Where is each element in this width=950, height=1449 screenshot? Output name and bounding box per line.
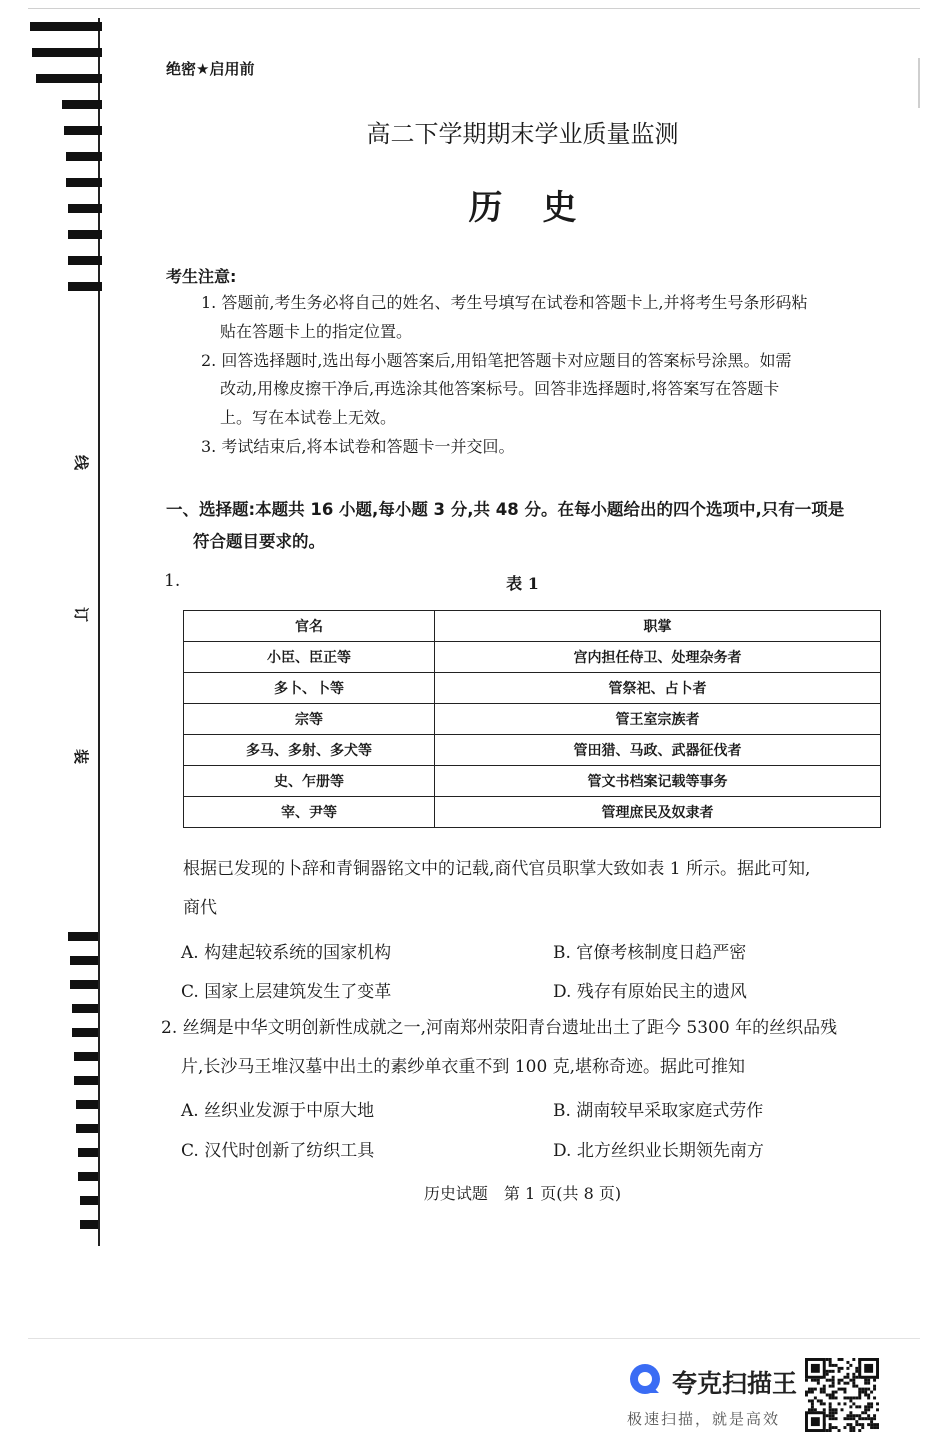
binding-bar	[62, 100, 102, 109]
section-heading-line-2: 符合题目要求的。	[193, 532, 325, 551]
binding-bar	[36, 74, 102, 83]
question-2-option-c: C. 汉代时创新了纺织工具	[181, 1141, 375, 1161]
quark-logo-icon	[628, 1362, 662, 1396]
question-2-stem-line-2: 片,长沙马王堆汉墓中出土的素纱单衣重不到 100 克,堪称奇迹。据此可推知	[181, 1057, 746, 1077]
table-cell-title: 小臣、臣正等	[184, 642, 435, 673]
binding-bar	[74, 1052, 98, 1061]
question-1-number: 1.	[164, 571, 181, 591]
question-2-option-d: D. 北方丝织业长期领先南方	[553, 1141, 764, 1161]
subject-title: 历史	[468, 188, 617, 228]
watermark-slogan: 极速扫描，就是高效	[627, 1410, 781, 1428]
table-header-row	[184, 611, 881, 642]
section-heading-line-1: 一、选择题:本题共 16 小题,每小题 3 分,共 48 分。在每小题给出的四个选项中,只有一项是	[166, 500, 845, 519]
question-1-stem-line-2: 商代	[183, 898, 217, 918]
question-2-option-a: A. 丝织业发源于中原大地	[181, 1101, 375, 1121]
margin-char-ding: 订	[72, 606, 91, 623]
notice-item-3-line-1: 3. 考试结束后,将本试卷和答题卡一并交回。	[201, 437, 515, 456]
table-row	[184, 766, 881, 797]
table-cell-title: 多马、多射、多犬等	[184, 735, 435, 766]
officials-table	[183, 610, 881, 828]
table-cell-duty: 管理庶民及奴隶者	[435, 797, 881, 828]
binding-bar	[80, 1220, 98, 1229]
table-row	[184, 642, 881, 673]
binding-bar	[76, 1124, 98, 1133]
notice-item-1-line-2: 贴在答题卡上的指定位置。	[220, 322, 413, 341]
binding-bar	[30, 22, 102, 31]
table-header-cell: 官名	[184, 611, 435, 642]
question-1-stem-line-1: 根据已发现的卜辞和青铜器铭文中的记载,商代官员职掌大致如表 1 所示。据此可知,	[183, 859, 811, 879]
question-1-option-d: D. 残存有原始民主的遗风	[553, 982, 747, 1002]
exam-title: 高二下学期期末学业质量监测	[366, 120, 679, 148]
margin-char-zhuang: 装	[72, 748, 91, 765]
table-cell-title: 多卜、卜等	[184, 673, 435, 704]
question-2-stem-line-1: 2. 丝绸是中华文明创新性成就之一,河南郑州荥阳青台遗址出土了距今 5300 年的丝织品残	[161, 1018, 838, 1038]
notice-item-2-line-2: 改动,用橡皮擦干净后,再选涂其他答案标号。回答非选择题时,将答案写在答题卡	[220, 379, 780, 398]
page-footer: 历史试题 第 1 页(共 8 页)	[423, 1184, 622, 1203]
qr-code-icon	[805, 1358, 879, 1432]
margin-char-xian: 线	[72, 454, 91, 471]
binding-bar	[78, 1148, 98, 1157]
scan-divider	[28, 1338, 920, 1339]
binding-bar	[32, 48, 102, 57]
binding-bar	[70, 956, 98, 965]
table-cell-title: 史、乍册等	[184, 766, 435, 797]
table-caption: 表 1	[506, 574, 539, 593]
binding-bar	[72, 1004, 98, 1013]
question-1-option-a: A. 构建起较系统的国家机构	[181, 943, 392, 963]
binding-bar	[76, 1100, 98, 1109]
binding-bar	[78, 1172, 98, 1181]
table-cell-duty: 管祭祀、占卜者	[435, 673, 881, 704]
table-cell-title: 宗等	[184, 704, 435, 735]
binding-bar	[68, 230, 102, 239]
table-row	[184, 735, 881, 766]
binding-bar	[66, 152, 102, 161]
table-cell-duty: 宫内担任侍卫、处理杂务者	[435, 642, 881, 673]
question-2-option-b: B. 湖南较早采取家庭式劳作	[553, 1101, 764, 1121]
binding-bar	[68, 256, 102, 265]
table-row	[184, 704, 881, 735]
secret-mark: 绝密★启用前	[166, 60, 255, 78]
binding-bar	[68, 932, 98, 941]
table-cell-title: 宰、尹等	[184, 797, 435, 828]
question-1-option-c: C. 国家上层建筑发生了变革	[181, 982, 392, 1002]
notice-item-2-line-3: 上。写在本试卷上无效。	[220, 408, 397, 427]
notice-heading: 考生注意:	[166, 267, 237, 286]
watermark-app-name: 夸克扫描王	[672, 1369, 798, 1398]
binding-bar	[72, 1028, 98, 1037]
right-edge-rule	[918, 58, 920, 108]
binding-bar	[70, 980, 98, 989]
question-1-option-b: B. 官僚考核制度日趋严密	[553, 943, 747, 963]
table-header-cell: 职掌	[435, 611, 881, 642]
table-cell-duty: 管文书档案记载等事务	[435, 766, 881, 797]
binding-bar	[68, 282, 102, 291]
table-cell-duty: 管田猎、马政、武器征伐者	[435, 735, 881, 766]
top-edge-rule	[28, 8, 920, 9]
notice-item-1-line-1: 1. 答题前,考生务必将自己的姓名、考生号填写在试卷和答题卡上,并将考生号条形码粘	[201, 293, 808, 312]
binding-bar	[74, 1076, 98, 1085]
table-row	[184, 673, 881, 704]
notice-item-2-line-1: 2. 回答选择题时,选出每小题答案后,用铅笔把答题卡对应题目的答案标号涂黑。如需	[201, 351, 792, 370]
table-cell-duty: 管王室宗族者	[435, 704, 881, 735]
table-row	[184, 797, 881, 828]
